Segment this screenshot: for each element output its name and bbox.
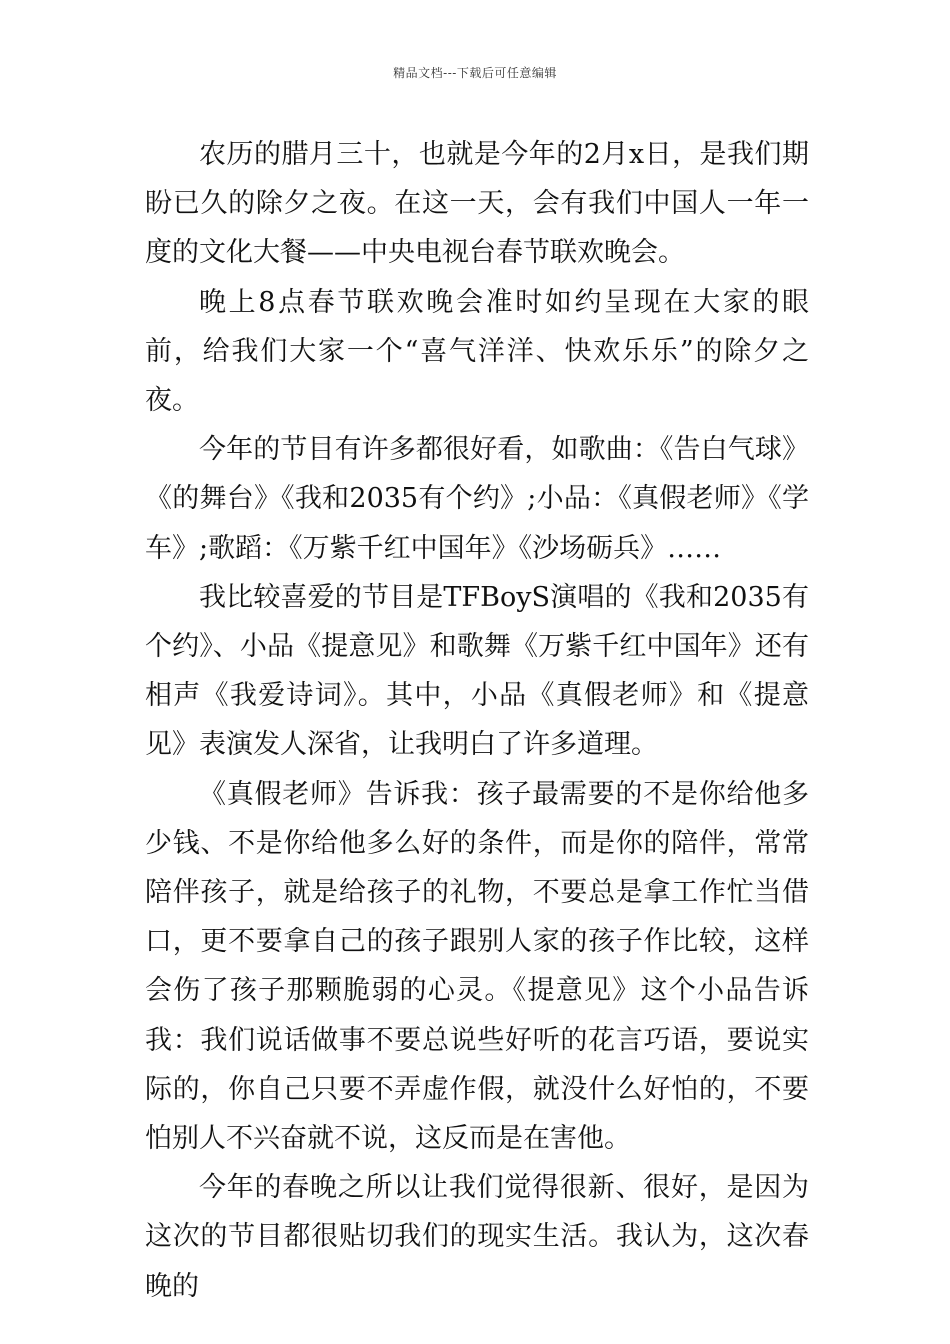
paragraph: 晚上8点春节联欢晚会准时如约呈现在大家的眼前，给我们大家一个“喜气洋洋、快欢乐乐”的除夕之夜。 [145,286,809,417]
document-body [145,130,809,1311]
page-header: 精品文档---下载后可任意编辑 [393,66,557,80]
paragraph: 《真假老师》告诉我：孩子最需要的不是你给他多少钱、不是你给他多么好的条件，而是你的陪伴，常常陪伴孩子，就是给孩子的礼物，不要总是拿工作忙当借口，更不要拿自己的孩子跟别人家的孩子作比较，这样会伤了孩子那颗脆弱的心灵。《提意见》这个小品告诉我：我们说话做事不要总说些好听的花言巧语，要说实际的，你自己只要不弄虚作假，就没什么好怕的，不要怕别人不兴奋就不说，这反而是在害他。 [145,778,809,1155]
paragraph: 今年的春晚之所以让我们觉得很新、很好，是因为这次的节目都很贴切我们的现实生活。我认为，这次春晚的 [145,1172,809,1302]
paragraph: 我比较喜爱的节目是TFBoyS演唱的《我和2035有个约》、小品《提意见》和歌舞《万紫千红中国年》还有相声《我爱诗词》。其中，小品《真假老师》和《提意见》表演发人深省，让我明白了许多道理。 [145,581,809,761]
paragraph: 今年的节目有许多都很好看，如歌曲：《告白气球》《的舞台》《我和2035有个约》;小品：《真假老师》《学车》;歌蹈：《万紫千红中国年》《沙场砺兵》…… [145,434,809,564]
paragraph: 农历的腊月三十，也就是今年的2月x日，是我们期盼已久的除夕之夜。在这一天，会有我们中国人一年一度的文化大餐——中央电视台春节联欢晚会。 [145,139,809,269]
